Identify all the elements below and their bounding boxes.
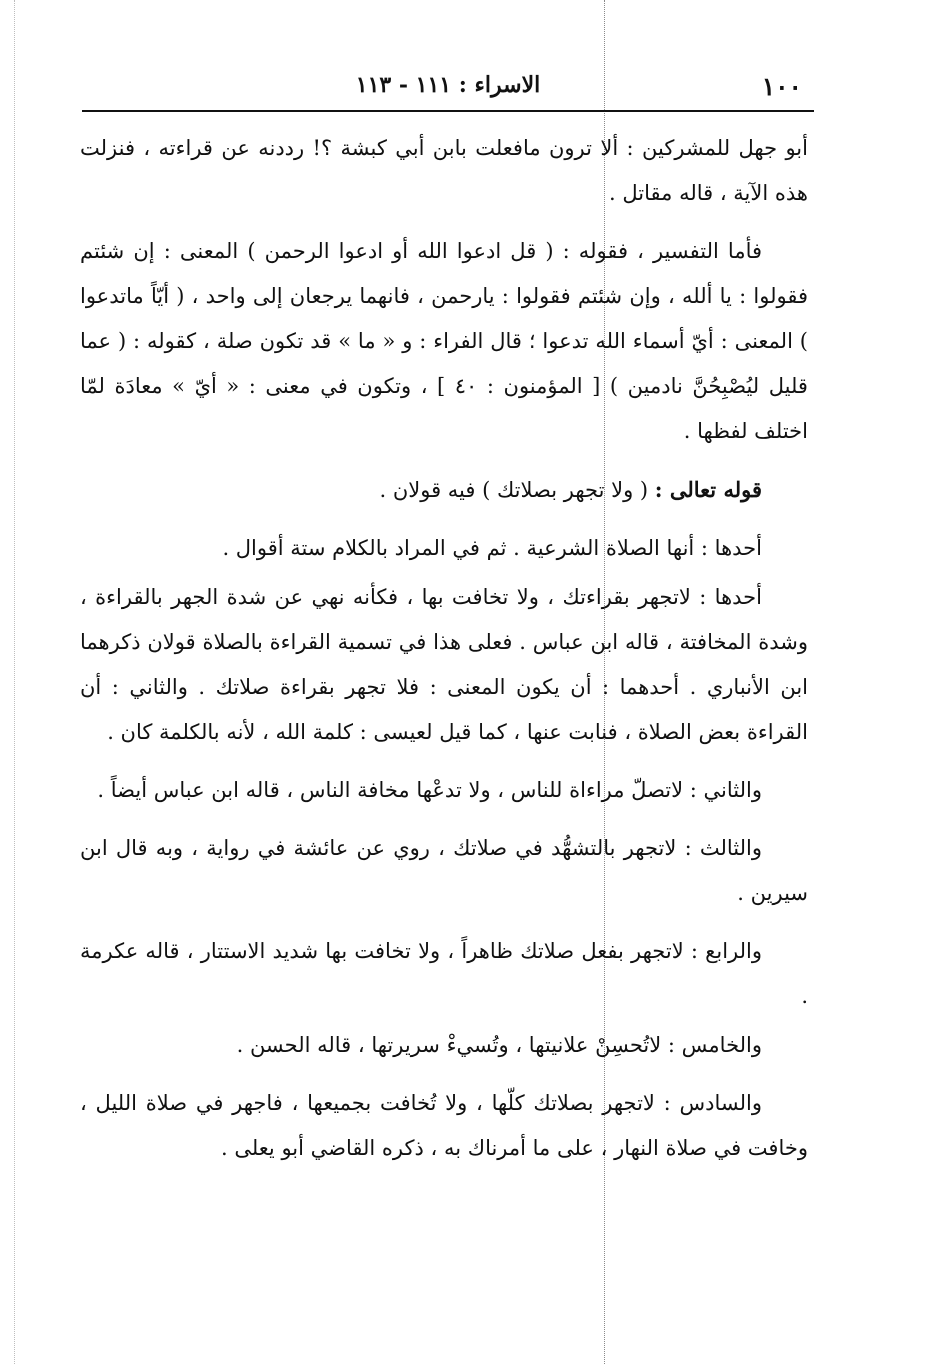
scan-edge-line [14,0,15,1364]
paragraph-7: والثالث : لاتجهر بالتشهُّد في صلاتك ، روي عن عائشة في رواية ، وبه قال ابن سيرين . [80,836,808,905]
paragraph-8: والرابع : لاتجهر بفعل صلاتك ظاهراً ، ولا تخافت بها شديد الاستتار ، قاله عكرمة . [80,939,808,1008]
paragraph-6: والثاني : لاتصلّ مراءاة للناس ، ولا تدعْها مخافة الناس ، قاله ابن عباس أيضاً . [97,778,762,802]
page-number: ١٠٠ [761,72,802,101]
page-header [84,68,812,108]
paragraph-1: أبو جهل للمشركين : ألا ترون مافعلت بابن أبي كبشة ؟! رددنه عن قراءته ، فنزلت هذه الآية ، قاله مقاتل . [80,136,808,205]
header-rule [82,110,814,112]
paragraph-9: والخامس : لاتُحسِنْ علانيتها ، وتُسيءْ سريرتها ، قاله الحسن . [236,1033,762,1057]
paragraph-4: أحدها : أنها الصلاة الشرعية . ثم في المراد بالكلام ستة أقوال . [222,536,762,560]
verse-text: ( ولا تجهر بصلاتك ) فيه قولان . [379,478,649,502]
paragraph-2: فأما التفسير ، فقوله : ( قل ادعوا الله أو ادعوا الرحمن ) المعنى : إن شئتم فقولوا : يا ألله ، وإن شئتم فقولوا : يارحمن ، فانهما يرجعان إلى واحد ، ( أيّاً ماتدعوا ) المعنى : أيّ أسماء الله تدعوا ؛ قال الفراء : و « ما » قد تكون صلة ، كقوله : ( عما قليل ليُصْبِحُنَّ نادمين ) [ المؤمنون : ٤٠ ] ، وتكون في معنى : « أيّ » معادَة لمّا اختلف لفظها . [80,239,808,443]
running-title: الاسراء : ١١١ - ١١٣ [355,72,541,98]
paragraph-5: أحدها : لاتجهر بقراءتك ، ولا تخافت بها ، فكأنه نهي عن شدة الجهر بالقراءة ، وشدة المخافتة ، قاله ابن عباس . فعلى هذا في تسمية القراءة بالصلاة قولان ذكرهما ابن الأنباري . أحدهما : أن يكون المعنى : فلا تجهر بقراءة صلاتك . والثاني : أن القراءة بعض الصلاة ، فنابت عنها ، كما قيل لعيسى : كلمة الله ، لأنه بالكلمة كان . [80,585,808,744]
paragraph-10: والسادس : لاتجهر بصلاتك كلّها ، ولا تُخافت بجميعها ، فاجهر في صلاة الليل ، وخافت في صلاة النهار ، على ما أمرناك به ، ذكره القاضي أبو يعلى . [80,1091,808,1160]
text-body [80,126,808,1184]
verse-heading [80,467,808,513]
verse-lead-label: قوله تعالى : [654,477,762,502]
